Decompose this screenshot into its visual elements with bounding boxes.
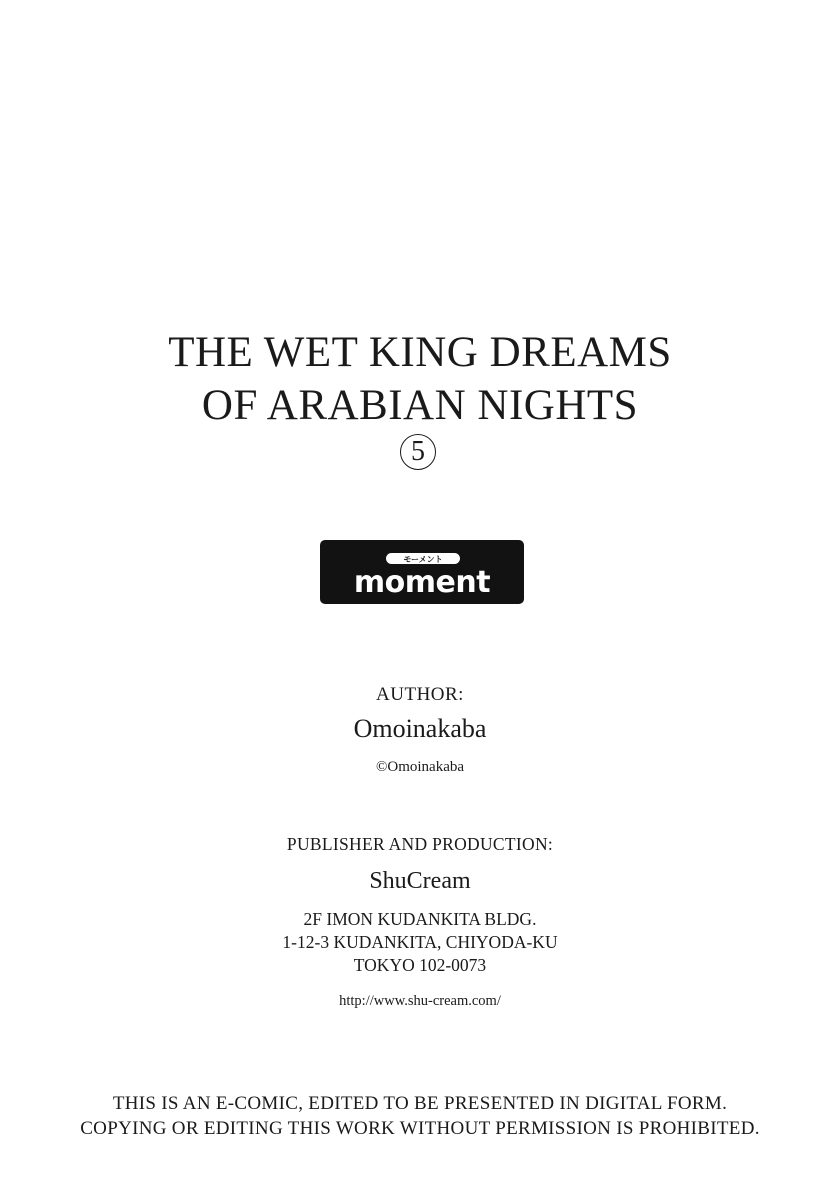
publisher-url[interactable]: http://www.shu-cream.com/ [339,993,501,1009]
publisher-address-line-1: 2F IMON KUDANKITA BLDG. [303,909,537,929]
logo-kana-text: モーメント [403,555,443,564]
author-label: AUTHOR: [376,684,464,705]
publisher-address-line-3: TOKYO 102-0073 [353,955,487,975]
publisher-address-line-2: 1-12-3 KUDANKITA, CHIYODA-KU [282,932,558,952]
volume-number: 5 [400,434,436,470]
publisher-name: ShuCream [369,868,471,894]
legal-notice-line-1: THIS IS AN E-COMIC, EDITED TO BE PRESENTED IN DIGITAL FORM. [112,1093,728,1114]
moment-logo [320,540,524,604]
title-line-2: OF ARABIAN NIGHTS [201,382,639,429]
publisher-label: PUBLISHER AND PRODUCTION: [286,834,554,854]
logo-wordmark: moment [353,565,491,600]
title-line-1: THE WET KING DREAMS [168,329,672,376]
legal-notice-line-2: COPYING OR EDITING THIS WORK WITHOUT PERMISSION IS PROHIBITED. [80,1118,760,1139]
author-name: Omoinakaba [353,714,487,743]
copyright-notice: ©Omoinakaba [375,759,465,775]
logo-kana-badge [386,553,460,564]
